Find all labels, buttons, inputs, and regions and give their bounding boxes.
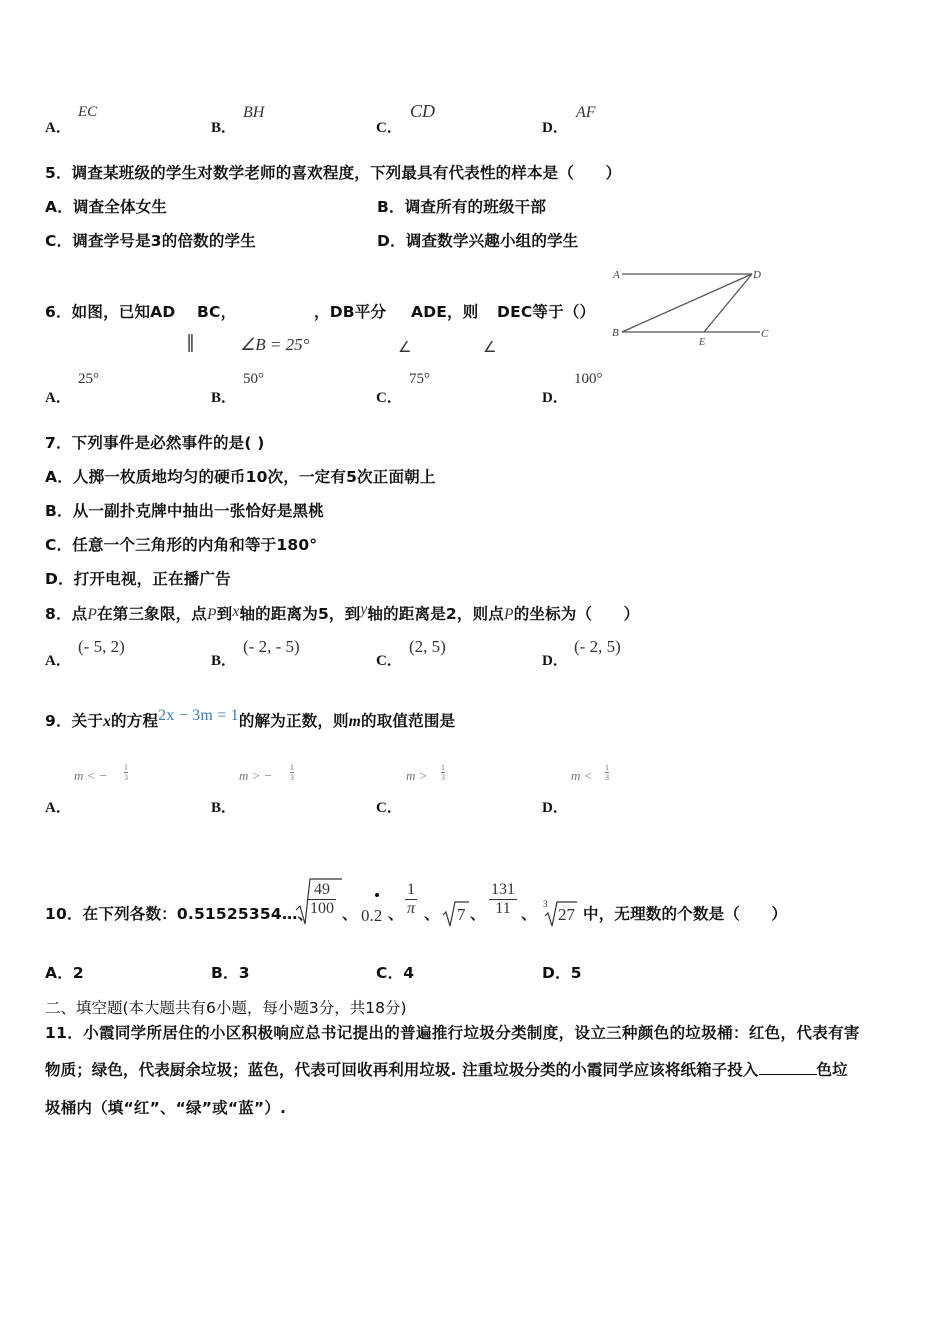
q5-option-a: A．调查全体女生 — [45, 198, 168, 216]
point-e-label: E — [699, 337, 706, 348]
q10-cbrt-index: 3 — [543, 899, 548, 909]
q6-stem-d: ADE，则 — [411, 303, 479, 321]
q11-line-3: 圾桶内（填“红”、“绿”或“蓝”）. — [45, 1099, 287, 1117]
point-c-label: C — [761, 328, 769, 340]
q4-option-a-label: A． — [45, 120, 71, 136]
q9-option-b-label: B． — [211, 800, 237, 816]
q8-option-a-label: A． — [45, 653, 71, 669]
q10-sep-4: 、 — [470, 905, 486, 923]
q6-option-c-value: 75° — [409, 371, 430, 387]
q9-s3: 的解为正数，则 — [238, 712, 349, 730]
q10-option-b: B．3 — [211, 964, 250, 982]
q8-p-3: P — [504, 606, 514, 623]
q6-option-d-value: 100° — [574, 371, 603, 387]
q9-option-d-label: D． — [542, 800, 568, 816]
q6-option-a-value: 25° — [78, 371, 99, 387]
q7-option-c: C．任意一个三角形的内角和等于180° — [45, 536, 318, 554]
q10-s1: 10．在下列各数：0.51525354…、 — [45, 905, 314, 923]
q6-stem-a: 6．如图，已知AD — [45, 303, 176, 321]
point-b-label: B — [612, 327, 619, 339]
q10-option-d: D．5 — [542, 964, 582, 982]
q9-x: x — [103, 713, 112, 730]
q9-s4: 的取值范围是 — [361, 712, 456, 730]
q8-option-a-value: (- 5, 2) — [78, 637, 125, 656]
section-2-title: 二、填空题(本大题共有6小题，每小题3分，共18分) — [45, 999, 407, 1017]
q9-option-c-lhs: m > — [406, 768, 428, 783]
q9-option-a-label: A． — [45, 800, 71, 816]
q10-cbrt-value: 27 — [558, 905, 575, 924]
q10-option-c: C．4 — [376, 964, 415, 982]
q10-sep-1: 、 — [342, 905, 358, 923]
q8-stem — [45, 601, 639, 624]
q10-sep-2: 、 — [388, 905, 404, 923]
q10-fraction-1-over-pi — [405, 881, 417, 918]
q4-option-b-label: B． — [211, 120, 237, 136]
q9-m: m — [348, 713, 362, 730]
q8-y: y — [360, 601, 368, 618]
q6-angle-b: ∠B = 25° — [240, 335, 310, 354]
q6-option-d-label: D． — [542, 390, 568, 406]
q8-s1: 8．点 — [45, 605, 88, 623]
q11-line-2 — [45, 1058, 848, 1080]
point-a-label: A — [613, 269, 620, 281]
q10-s2: 中，无理数的个数是（ ） — [583, 905, 788, 923]
q7-option-a: A．人掷一枚质地均匀的硬币10次，一定有5次正面朝上 — [45, 468, 436, 486]
q11-line-2b: 色垃 — [816, 1061, 848, 1079]
q9-option-b-den: 3 — [290, 773, 294, 782]
q6-option-b-value: 50° — [243, 371, 264, 387]
q7-option-d: D．打开电视，正在播广告 — [45, 570, 231, 588]
q4-option-c-label: C． — [376, 120, 402, 136]
q8-p-1: P — [87, 606, 98, 623]
q4-option-b-value: BH — [243, 104, 265, 121]
q9-option-b-fraction — [290, 763, 294, 782]
line-de — [704, 274, 752, 332]
q8-p-2: P — [206, 606, 217, 623]
q7-option-b: B．从一副扑克牌中抽出一张恰好是黑桃 — [45, 502, 324, 520]
q10-sep-5: 、 — [521, 905, 537, 923]
q10-f2-num: 131 — [491, 881, 515, 898]
q4-option-d-label: D． — [542, 120, 568, 136]
q9-option-b-num: 1 — [290, 763, 294, 772]
q10-sqrt7-value: 7 — [457, 905, 466, 924]
q9-option-d-lhs: m < — [571, 768, 593, 783]
q8-s4: 轴的距离为5，到 — [239, 605, 361, 623]
q9-option-b-lhs: m > − — [239, 768, 273, 783]
q10-sqrt7-radical — [441, 899, 471, 929]
q8-option-d-label: D． — [542, 653, 568, 669]
q8-option-c-label: C． — [376, 653, 402, 669]
q9-option-a-den: 3 — [124, 773, 128, 782]
q8-s2: 在第三象限，点 — [97, 605, 207, 623]
q9-option-d-den: 3 — [605, 773, 609, 782]
q6-option-b-label: B． — [211, 390, 237, 406]
q7-stem: 7．下列事件是必然事件的是( ) — [45, 434, 265, 452]
q9-equation: 2x − 3m = 1 — [158, 707, 239, 724]
q6-angle-symbol-1: ∠ — [398, 340, 412, 356]
line-bd — [622, 274, 752, 332]
q10-sqrt-den: 100 — [310, 900, 334, 917]
q9-option-a-fraction — [124, 763, 128, 782]
q10-repeating-decimal: 0.2 — [361, 906, 383, 925]
q10-f1-num: 1 — [405, 881, 417, 900]
q8-option-b-label: B． — [211, 653, 237, 669]
q8-option-d-value: (- 2, 5) — [574, 637, 621, 656]
q9-option-a-lhs: m < − — [74, 768, 108, 783]
q11-answer-blank[interactable] — [759, 1074, 817, 1075]
q10-sep-3: 、 — [424, 905, 440, 923]
q10-sqrt-num: 49 — [308, 881, 336, 900]
q9-option-d-fraction — [605, 763, 609, 782]
q8-s3: 到 — [216, 605, 233, 623]
q6-option-a-label: A． — [45, 390, 71, 406]
q8-option-b-value: (- 2, - 5) — [243, 637, 300, 656]
point-d-label: D — [753, 269, 761, 281]
q11-line-1: 11．小霞同学所居住的小区积极响应总书记提出的普遍推行垃圾分类制度，设立三种颜色的垃圾桶：红色，代表有害 — [45, 1024, 860, 1042]
q10-sqrt-fraction — [308, 881, 336, 918]
q4-option-a-value: EC — [78, 104, 98, 120]
q4-option-d-value: AF — [576, 104, 596, 121]
q5-stem: 5．调查某班级的学生对数学老师的喜欢程度，下列最具有代表性的样本是（ ） — [45, 164, 622, 182]
q10-f1-den: π — [407, 900, 416, 917]
q9-option-d-num: 1 — [605, 763, 609, 772]
q8-option-c-value: (2, 5) — [409, 637, 446, 656]
repeating-dot-icon — [375, 893, 379, 897]
q9-option-c-den: 3 — [441, 773, 445, 782]
q8-s6: 的坐标为（ ） — [513, 605, 640, 623]
q6-angle-symbol-2: ∠ — [483, 340, 497, 356]
q9-option-c-num: 1 — [441, 763, 445, 772]
q10-option-a: A．2 — [45, 964, 84, 982]
q5-option-c: C．调查学号是3的倍数的学生 — [45, 232, 256, 250]
q6-stem-c: ，DB平分 — [314, 303, 387, 321]
q9-s1: 9．关于 — [45, 712, 104, 730]
q9-s2: 的方程 — [111, 712, 159, 730]
q6-parallel-symbol: ∥ — [186, 332, 195, 352]
q8-x: x — [232, 603, 240, 620]
q10-fraction-131-over-11 — [489, 881, 517, 918]
q9-option-c-label: C． — [376, 800, 402, 816]
q9-option-c-fraction — [441, 763, 445, 782]
q6-figure — [608, 262, 778, 348]
q5-option-b: B．调查所有的班级干部 — [377, 198, 547, 216]
q6-stem-b: BC， — [197, 303, 237, 321]
q4-option-c-value: CD — [410, 101, 436, 121]
q11-line-2a: 物质；绿色，代表厨余垃圾；蓝色，代表可回收再利用垃圾. 注重垃圾分类的小霞同学应该将纸箱子投入 — [45, 1061, 759, 1079]
q8-s5: 轴的距离是2，则点 — [367, 605, 505, 623]
q10-f2-den: 11 — [495, 900, 511, 917]
q9-stem — [45, 707, 455, 731]
q9-option-a-num: 1 — [124, 763, 128, 772]
q6-option-c-label: C． — [376, 390, 402, 406]
q6-stem-e: DEC等于（） — [497, 303, 596, 321]
q5-option-d: D．调查数学兴趣小组的学生 — [377, 232, 579, 250]
